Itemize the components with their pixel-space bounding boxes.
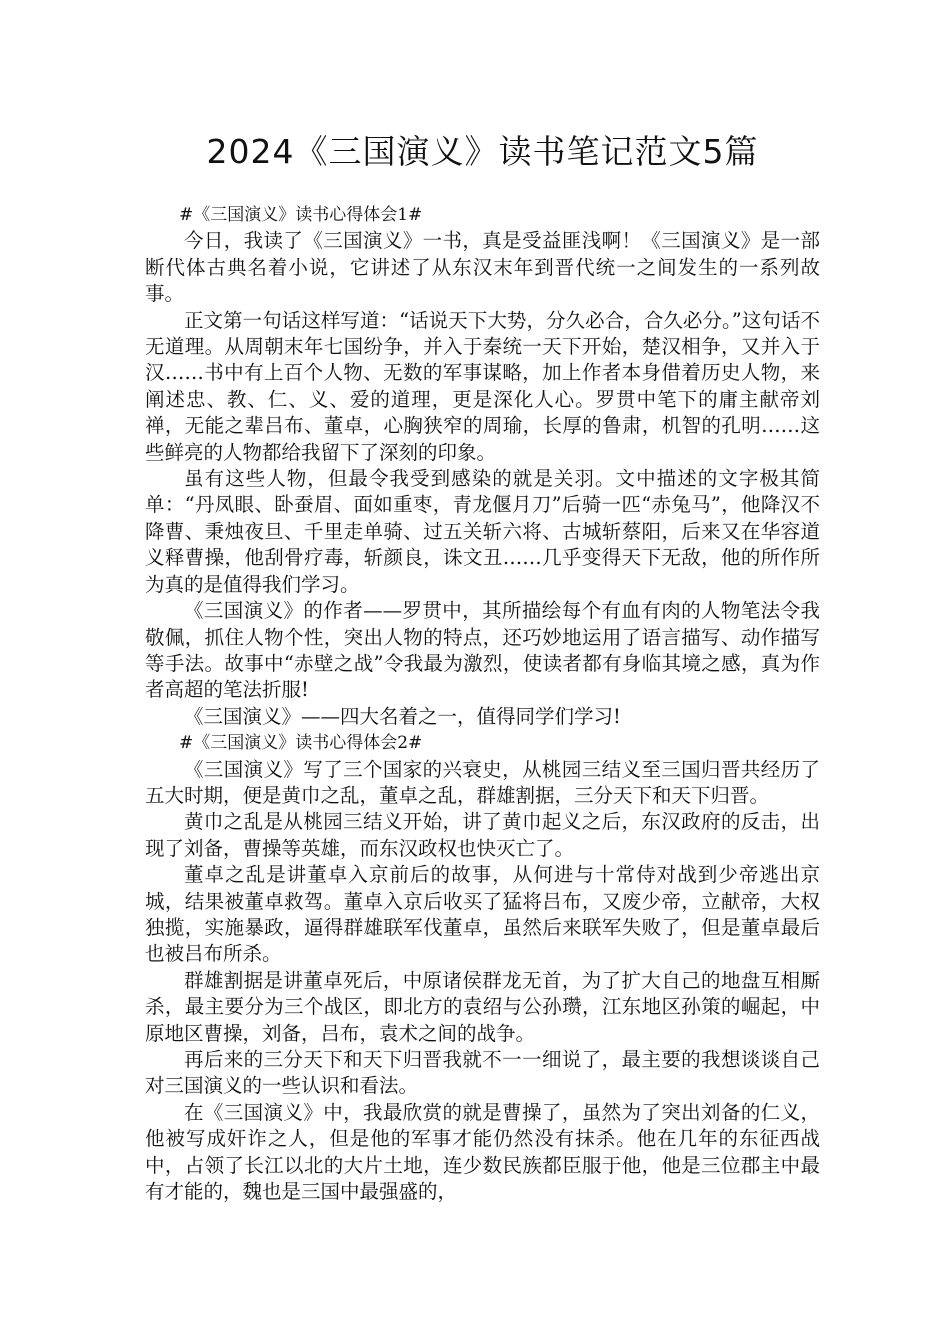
paragraph: 《三国演义》写了三个国家的兴衰史，从桃园三结义至三国归晋共经历了五大时期，便是黄巾之乱，董卓之乱，群雄割据，三分天下和天下归晋。 xyxy=(145,757,820,807)
section-heading: #《三国演义》读书心得体会1# xyxy=(179,205,423,225)
document-title: 2024《三国演义》读书笔记范文5篇 xyxy=(206,132,759,171)
paragraph: 虽有这些人物，但最令我受到感染的就是关羽。文中描述的文字极其简单：“丹凤眼、卧蚕眉、面如重枣，青龙偃月刀”后骑一匹“赤兔马”，他降汉不降曹、秉烛夜旦、千里走单骑、过五关斩六将、古城斩蔡阳，后来又在华容道义释曹操，他刮骨疗毒，斩颜良，诛文丑……几乎变得天下无敌，他的所作所为真的是值得我们学习。 xyxy=(145,467,820,596)
paragraph: 黄巾之乱是从桃园三结义开始，讲了黄巾起义之后，东汉政府的反击，出现了刘备，曹操等英雄，而东汉政权也快灭亡了。 xyxy=(145,810,820,860)
paragraph: 《三国演义》——四大名着之一，值得同学们学习! xyxy=(184,704,621,728)
paragraph: 《三国演义》的作者——罗贯中，其所描绘每个有血有肉的人物笔法令我敬佩，抓住人物个性，突出人物的特点，还巧妙地运用了语言描写、动作描写等手法。故事中“赤壁之战”令我最为激烈，使读者都有身临其境之感，真为作者高超的笔法折服! xyxy=(145,599,820,702)
document-body xyxy=(145,202,820,1205)
paragraph: 群雄割据是讲董卓死后，中原诸侯群龙无首，为了扩大自己的地盘互相厮杀，最主要分为三个战区，即北方的袁绍与公孙瓒，江东地区孙策的崛起，中原地区曹操，刘备，吕布，袁术之间的战争。 xyxy=(145,968,820,1045)
section-heading: #《三国演义》读书心得体会2# xyxy=(179,733,423,754)
paragraph: 在《三国演义》中，我最欣赏的就是曹操了，虽然为了突出刘备的仁义，他被写成奸诈之人，但是他的军事才能仍然没有抹杀。他在几年的东征西战中，占领了长江以北的大片土地，连少数民族都臣服于他，他是三位郡主中最有才能的，魏也是三国中最强盛的， xyxy=(145,1100,820,1204)
paragraph: 正文第一句话这样写道：“话说天下大势，分久必合，合久必分。”这句话不无道理。从周朝末年七国纷争，并入于秦统一天下开始，楚汉相争，又并入于汉……书中有上百个人物、无数的军事谋略，加上作者本身借着历史人物，来阐述忠、教、仁、义、爱的道理，更是深化人心。罗贯中笔下的庸主献帝刘禅，无能之辈吕布、董卓，心胸狭窄的周瑜，长厚的鲁肃，机智的孔明……这些鲜亮的人物都给我留下了深刻的印象。 xyxy=(145,308,820,464)
paragraph: 再后来的三分天下和天下归晋我就不一一细说了，最主要的我想谈谈自己对三国演义的一些认识和看法。 xyxy=(145,1048,820,1098)
paragraph: 董卓之乱是讲董卓入京前后的故事，从何进与十常侍对战到少帝逃出京城，结果被董卓救驾。董卓入京后收买了猛将吕布，又废少帝，立献帝，大权独揽，实施暴政，逼得群雄联军伐董卓，虽然后来联军失败了，但是董卓最后也被吕布所杀。 xyxy=(145,863,820,966)
paragraph: 今日，我读了《三国演义》一书，真是受益匪浅啊！《三国演义》是一部断代体古典名着小说，它讲述了从东汉末年到晋代统一之间发生的一系列故事。 xyxy=(145,229,820,306)
